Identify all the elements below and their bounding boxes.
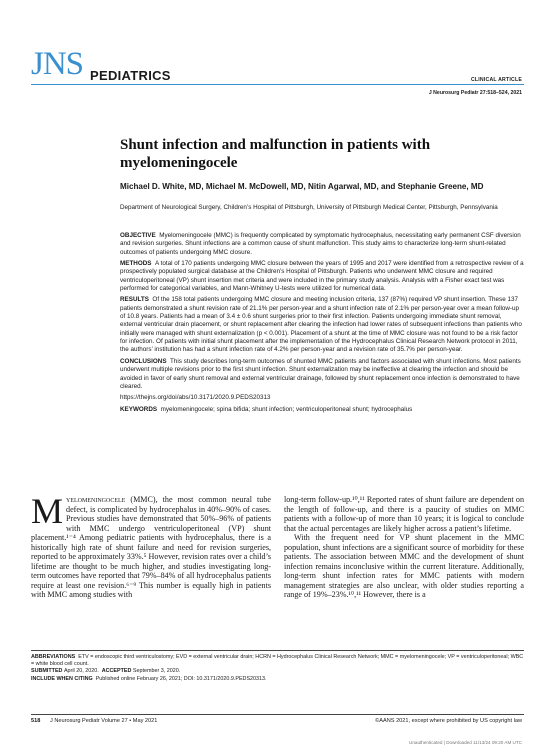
accepted-date: September 3, 2020.	[132, 668, 181, 675]
accepted-label: ACCEPTED	[101, 668, 132, 675]
body-column-right	[284, 495, 524, 600]
abstract-results	[120, 296, 524, 354]
cite-label: INCLUDE WHEN CITING	[31, 675, 93, 682]
footer-journal: J Neurosurg Pediatr Volume 27 • May 2021	[50, 718, 158, 724]
footnote-rule	[31, 650, 524, 651]
article-type: CLINICAL ARTICLE	[470, 77, 522, 83]
abstract-conclusions	[120, 358, 524, 391]
download-stamp: Unauthenticated | Downloaded 11/13/24 09:20 AM UTC	[409, 740, 522, 745]
submitted-date: April 20, 2020.	[63, 668, 99, 675]
article-title: Shunt infection and malfunction in patients with myelomeningocele	[120, 137, 431, 171]
results-label: RESULTS	[120, 296, 149, 304]
body-column-left	[31, 491, 271, 600]
submitted-label: SUBMITTED	[31, 668, 63, 675]
cite-text: Published online February 26, 2021; DOI: 10.3171/2020.9.PEDS20313.	[95, 675, 267, 682]
keywords	[120, 406, 524, 414]
journal-reference: J Neurosurg Pediatr 27:518–524, 2021	[428, 90, 522, 96]
abstract	[120, 232, 524, 417]
abbreviations-text: ETV = endoscopic third ventriculostomy; EVD = external ventricular drain; HCRN = Hydrocephalus Clinical Research Network; MMC = myelomeningocele; VP = ventriculoperitoneal; WBC = white blood cell count.	[31, 654, 524, 668]
body-paragraph: long-term follow-up.¹⁰,¹¹ Reported rates of shunt failure are dependent on the length of follow-up, and there is a paucity of studies on MMC patients with a follow-up of more than 10 years; it is logical to conclude that the actual percentages are likely higher across a patient’s lifetime.	[284, 495, 524, 533]
objective-text: Myelomeningocele (MMC) is frequently complicated by symptomatic hydrocephalus, necessitating early permanent CSF diversion and revision surgeries. Shunt infections are a common cause of shunt malfunction. This study aims to characterize long-term shunt-related outcomes of patients undergoing MMC closure.	[120, 232, 521, 256]
results-text: Of the 158 total patients undergoing MMC closure and meeting inclusion criteria, 137 (87%) required VP shunt insertion. These 137 patients demonstrated a shunt revision rate of 21.1% per person-year and a shunt infection rate of 2.1% per person-year over a mean follow-up of 10.8 years. Patients had a mean of 3.4 ± 0.6 shunt surgeries prior to their first infection. Patients undergoing immediate shunt removal, external ventricular drain placement, or shunt replacement after clearing the infection had lower rates of subsequent infections than patients who initially were managed with shunt externalization (p < 0.001). Placement of a shunt at the time of MMC closure was not found to be a risk factor for infection. Of patients with initial shunt placement after the implementation of the Hydrocephalus Clinical Research Network protocol in 2011, the authors’ institution has had a shunt infection rate of 4.2% per person-year and a revision rate of 35.7% per person-year.	[120, 296, 522, 354]
footer-rule	[31, 714, 524, 715]
keywords-text: myelomeningocele; spina bifida; shunt infection; ventriculoperitoneal shunt; hydrocephalus	[160, 405, 413, 413]
body-paragraph: With the frequent need for VP shunt placement in the MMC population, shunt infections are a significant source of morbidity for these patients. The association between MMC and the development of shunt infection remains inconclusive within the current literature. Additionally, long-term shunt infection rates for MMC patients with modern management strategies are also unclear, with older studies reporting a range of 19%–23%.¹⁰,¹¹ However, there is a	[284, 533, 524, 600]
methods-text: A total of 170 patients undergoing MMC closure between the years of 1995 and 2017 were identified from a retrospective review of a prospectively populated surgical database at the Children’s Hospital of Pittsburgh. Patients who underwent MMC closure and required ventriculoperitoneal (VP) shunt insertion met criteria and were included in the primary study analysis. Analysis with a Fisher exact test was performed for categorical variables, and Mann-Whitney U-tests were utilized for numerical data.	[120, 260, 524, 293]
conclusions-label: CONCLUSIONS	[120, 357, 167, 365]
drop-cap: M	[31, 491, 64, 531]
abstract-objective	[120, 232, 524, 257]
lead-word: yelomeningocele	[66, 495, 126, 504]
author-list: Michael D. White, MD, Michael M. McDowell, MD, Nitin Agarwal, MD, and Stephanie Greene, MD	[120, 182, 484, 191]
footnotes	[31, 654, 524, 683]
abbreviations-label: ABBREVIATIONS	[31, 654, 76, 660]
journal-logo-subtitle: PEDIATRICS	[90, 68, 171, 83]
methods-label: METHODS	[120, 260, 152, 268]
intro-paragraph: (MMC), the most common neural tube defect, is complicated by hydrocephalus in 40%–90% of cases. Previous studies have demonstrated that 50%–96% of patients with MMC undergo ventriculoperitoneal (VP) shunt placement.¹⁻⁴ Among pediatric patients with hydrocephalus, there is a historically high rate of shunt failure and need for revision surgeries, reported to be approximately 33%.⁵ However, revision rates over a child’s lifetime are thought to be much higher, and studies investigating long-term outcomes have reported that 79%–84% of all hydrocephalus patients require at least one revision.⁶⁻⁹ This number is equally high in patients with MMC among studies with	[31, 495, 271, 600]
journal-logo: JNS	[31, 46, 84, 82]
keywords-label: KEYWORDS	[120, 405, 158, 413]
copyright: ©AANS 2021, except where prohibited by US copyright law	[375, 718, 522, 724]
objective-label: OBJECTIVE	[120, 232, 156, 239]
header-rule	[31, 84, 524, 85]
abstract-methods	[120, 260, 524, 293]
doi-link[interactable]: https://thejns.org/doi/abs/10.3171/2020.9.PEDS20313	[120, 394, 271, 402]
affiliation: Department of Neurological Surgery, Children’s Hospital of Pittsburgh, University of Pittsburgh Medical Center, Pittsburgh, Pennsylvania	[120, 204, 498, 211]
page-number: 518	[31, 718, 41, 724]
conclusions-text: This study describes long-term outcomes of shunted MMC patients and factors associated with shunt infections. Most patients underwent multiple revisions prior to the first shunt infection. Shunt externalization may be ineffective at clearing the infection and should be avoided in favor of early shunt removal and external ventricular drainage, followed by shunt replacement once infection is demonstrated to have cleared.	[120, 357, 521, 390]
